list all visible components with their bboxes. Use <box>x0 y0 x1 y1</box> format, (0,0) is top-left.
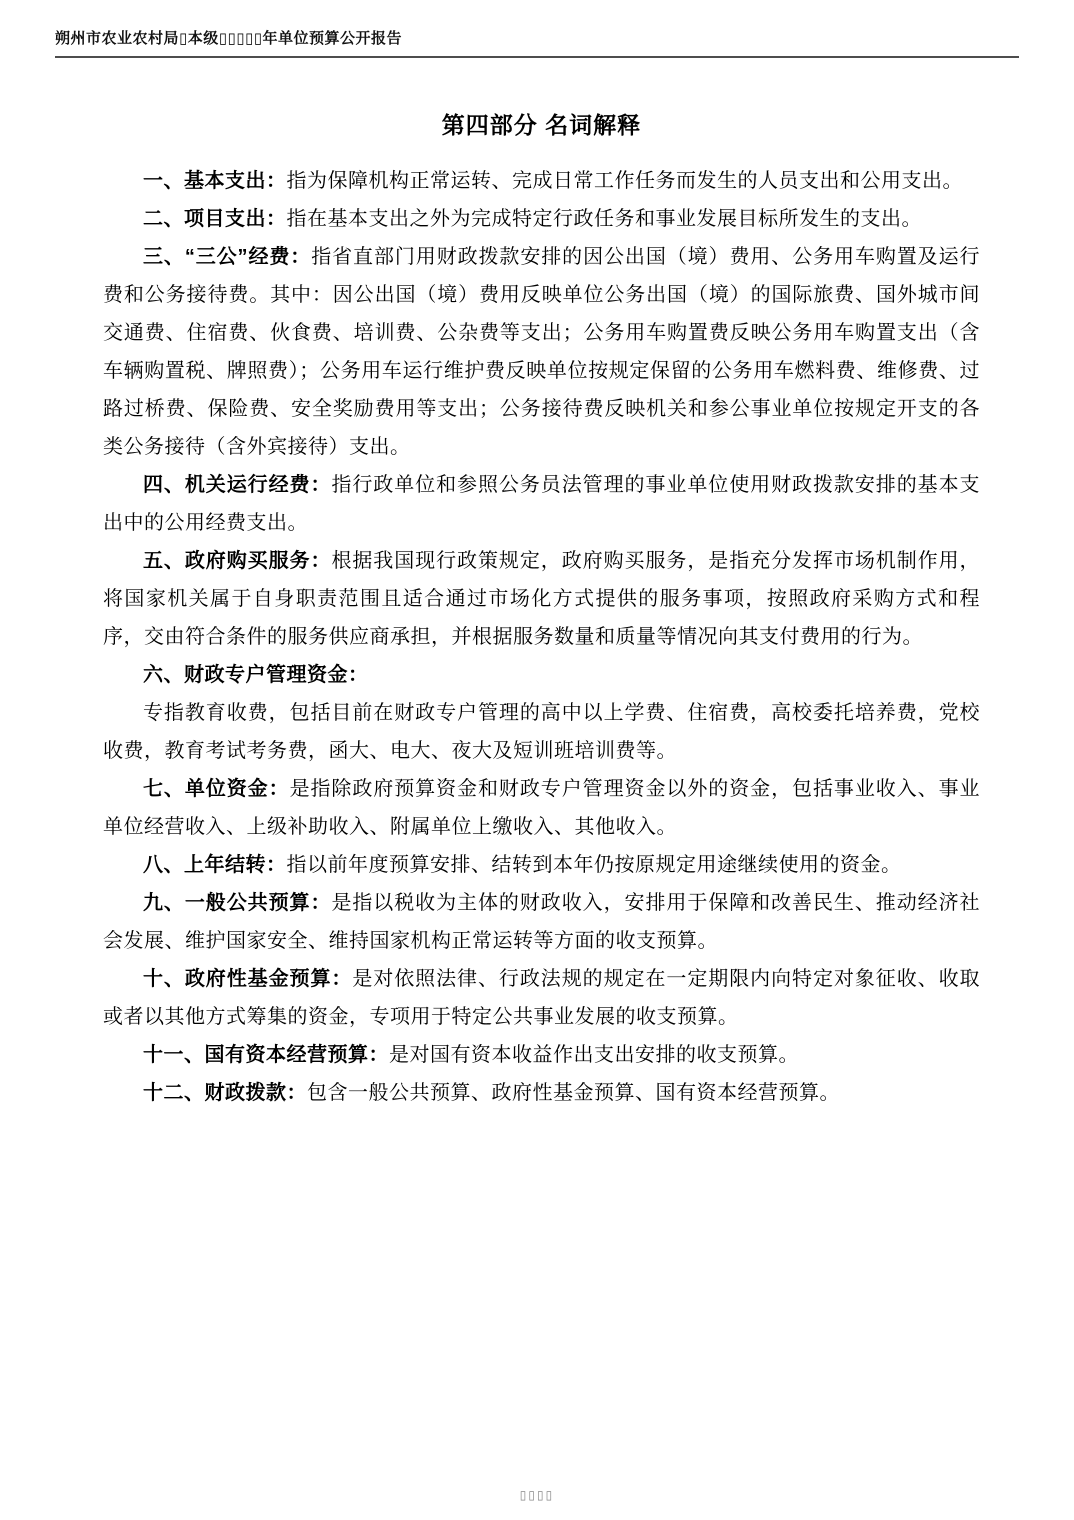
term-text: 是指以税收为主体的财政收入，安排用于保障和改善民生、推动经济社会发展、维护国家安全、维持国家机构正常运转等方面的收支预算。 <box>103 892 981 952</box>
term-lead: 十一、国有资本经营预算： <box>143 1044 389 1066</box>
page-title: 第四部分 名词解释 <box>441 112 642 138</box>
term-lead: 十二、财政拨款： <box>143 1082 307 1104</box>
term-lead: 四、机关运行经费： <box>143 474 332 496</box>
term-paragraph-project-expenditure <box>103 200 980 238</box>
term-lead: 六、财政专户管理资金： <box>143 664 369 686</box>
term-paragraph-unit-funds <box>103 770 980 846</box>
term-text: 指行政单位和参照公务员法管理的事业单位使用财政拨款安排的基本支出中的公用经费支出。 <box>103 474 981 534</box>
term-paragraph-basic-expenditure <box>103 162 980 200</box>
term-lead: 五、政府购买服务： <box>143 550 332 572</box>
term-text: 是指除政府预算资金和财政专户管理资金以外的资金，包括事业收入、事业单位经营收入、上级补助收入、附属单位上缴收入、其他收入。 <box>103 778 981 838</box>
term-paragraph-government-procurement <box>103 542 980 656</box>
term-text: 指在基本支出之外为完成特定行政任务和事业发展目标所发生的支出。 <box>286 208 922 230</box>
term-text: 专指教育收费，包括目前在财政专户管理的高中以上学费、住宿费，高校委托培养费，党校收费，教育考试考务费，函大、电大、夜大及短训班培训费等。 <box>103 702 980 762</box>
term-paragraph-fiscal-special-account <box>103 656 980 694</box>
term-lead: 十、政府性基金预算： <box>143 968 353 990</box>
document-body <box>103 104 980 1112</box>
page-header <box>55 30 1019 58</box>
term-paragraph-carryover <box>103 846 980 884</box>
term-text: 是对国有资本收益作出支出安排的收支预算。 <box>389 1044 799 1066</box>
term-lead: 九、一般公共预算： <box>143 892 332 914</box>
term-lead: 一、基本支出： <box>143 170 287 192</box>
term-paragraph-three-public-funds <box>103 238 980 466</box>
footer-page-number-placeholder: ▯▯▯▯ <box>519 1488 555 1502</box>
term-lead: 三、“三公”经费： <box>143 246 312 268</box>
term-text: 包含一般公共预算、政府性基金预算、国有资本经营预算。 <box>307 1082 840 1104</box>
term-paragraph-fiscal-appropriation <box>103 1074 980 1112</box>
term-paragraph-agency-operating-funds <box>103 466 980 542</box>
header-title-text: 朔州市农业农村局▯本级▯▯▯▯▯年单位预算公开报告 <box>55 30 403 47</box>
term-text: 指为保障机构正常运转、完成日常工作任务而发生的人员支出和公用支出。 <box>286 170 963 192</box>
term-paragraph-state-capital-budget <box>103 1036 980 1074</box>
term-paragraph-government-fund-budget <box>103 960 980 1036</box>
term-lead: 二、项目支出： <box>143 208 287 230</box>
term-lead: 七、单位资金： <box>143 778 290 800</box>
term-text: 指以前年度预算安排、结转到本年仍按原规定用途继续使用的资金。 <box>286 854 902 876</box>
term-lead: 八、上年结转： <box>143 854 287 876</box>
term-paragraph-general-public-budget <box>103 884 980 960</box>
term-text: 是对依照法律、行政法规的规定在一定期限内向特定对象征收、收取或者以其他方式筹集的资金，专项用于特定公共事业发展的收支预算。 <box>103 968 981 1028</box>
term-paragraph-fiscal-special-account-detail <box>103 694 980 770</box>
term-text: 指省直部门用财政拨款安排的因公出国（境）费用、公务用车购置及运行费和公务接待费。其中：因公出国（境）费用反映单位公务出国（境）的国际旅费、国外城市间交通费、住宿费、伙食费、培训费、公杂费等支出；公务用车购置费反映公务用车购置支出（含车辆购置税、牌照费）；公务用车运行维护费反映单位按规定保留的公务用车燃料费、维修费、过路过桥费、保险费、安全奖励费用等支出；公务接待费反映机关和参公事业单位按规定开支的各类公务接待（含外宾接待）支出。 <box>103 246 981 458</box>
page-footer <box>0 1488 1074 1502</box>
term-text: 根据我国现行政策规定，政府购买服务，是指充分发挥市场机制作用，将国家机关属于自身职责范围且适合通过市场化方式提供的服务事项，按照政府采购方式和程序，交由符合条件的服务供应商承担，并根据服务数量和质量等情况向其支付费用的行为。 <box>103 550 981 648</box>
